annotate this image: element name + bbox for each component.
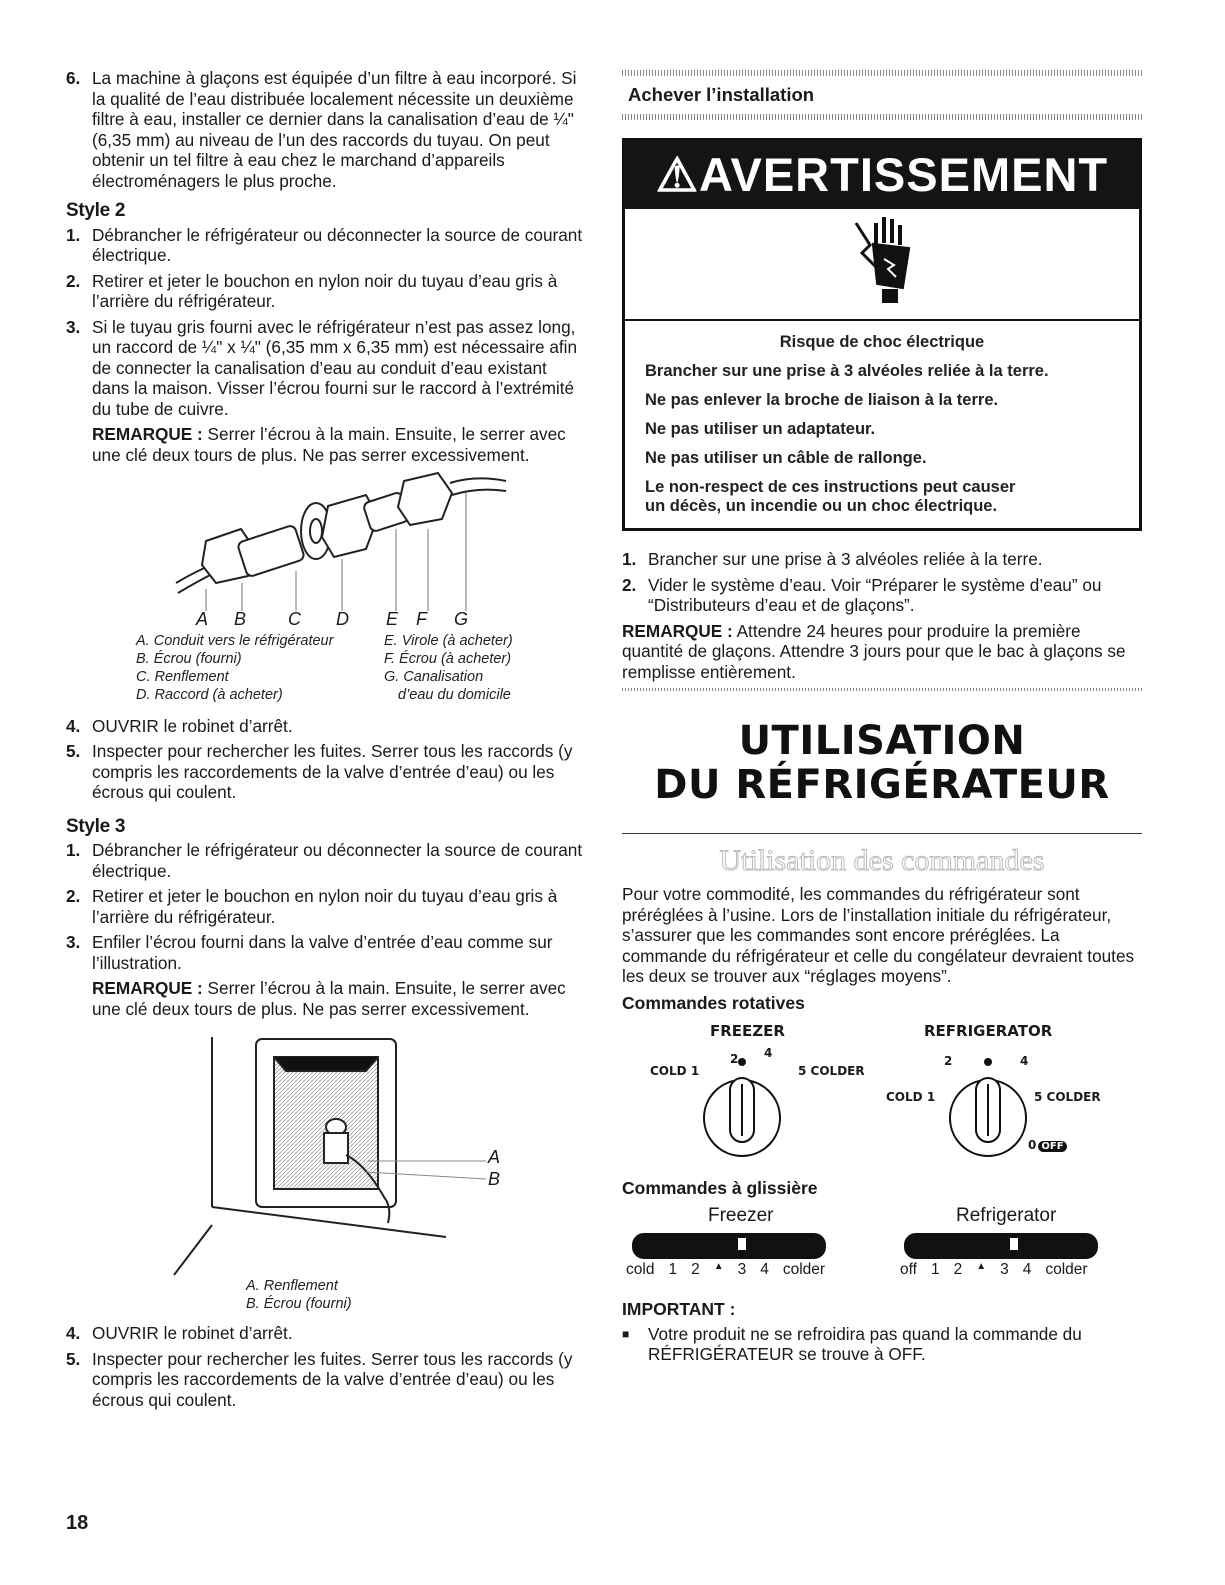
intro-paragraph: Pour votre commodité, les commandes du réfrigérateur sont préréglées à l’usine. Lors de l’installation initiale du réfrigérateur, s’assurer que les commandes sont encore préréglées. La commande du réfrigérateur et celle du congélateur devraient toutes les deux se trouver aux “réglages moyens”.: [622, 884, 1135, 986]
freezer-slider[interactable]: [632, 1233, 826, 1259]
list-item: 3. Si le tuyau gris fourni avec le réfrigérateur n’est pas assez long, un raccord de ¼" x ¼" (6,35 mm x 6,35 mm) est nécessaire afin de connecter la canalisation d’eau au conduit d’eau existant dans la maison. Visser l’écrou fourni sur le raccord à l’extrémité du tube de cuivre.: [66, 316, 578, 419]
slider-thumb[interactable]: [1010, 1238, 1018, 1250]
note: REMARQUE : Serrer l’écrou à la main. Ensuite, le serrer avec une clé deux tours de plus. Ne pas serrer excessivement.: [92, 978, 566, 1019]
valve-diagram: A B: [66, 1027, 586, 1277]
right-column: [622, 70, 1142, 1370]
freezer-knob-icon: [682, 1048, 802, 1168]
rotary-heading: Commandes rotatives: [622, 992, 805, 1013]
slider-controls: Freezer Refrigerator cold 1 2 ▲ 3 4 colder off 1 2 ▲ 3 4 colder: [622, 1199, 1142, 1289]
left-column: [66, 68, 586, 1415]
section-heading-style3: Style 3: [66, 815, 126, 837]
list-item: 1. Débrancher le réfrigérateur ou déconnecter la source de courant électrique.: [66, 224, 583, 265]
note: REMARQUE : Attendre 24 heures pour produire la première quantité de glaçons. Attendre 3 jours pour que le bac à glaçons se remplisse entièrement.: [622, 620, 1126, 682]
list-item: 4. OUVRIR le robinet d’arrêt.: [66, 1323, 293, 1343]
list-item: 4. OUVRIR le robinet d’arrêt.: [66, 715, 293, 736]
bullet-icon: ■: [622, 1326, 630, 1341]
list-item: ■ Votre produit ne se refroidira pas quand la commande du RÉFRIGÉRATEUR se trouve à OFF.: [622, 1323, 1082, 1364]
freezer-dial[interactable]: [682, 1048, 802, 1168]
section-subtitle: Utilisation des commandes: [719, 844, 1045, 877]
page-title: UTILISATION DU RÉFRIGÉRATEUR: [654, 718, 1110, 808]
off-badge: 0 OFF: [1028, 1138, 1067, 1152]
list-item: 5. Inspecter pour rechercher les fuites. Serrer tous les raccords (y compris les raccordements de la valve d’entrée d’eau) ou les écrous qui coulent.: [66, 1348, 573, 1410]
shock-hand-icon: [625, 209, 1139, 321]
list-item: 5. Inspecter pour rechercher les fuites. Serrer tous les raccords (y compris les raccordements de la valve d’entrée d’eau) ou les écrous qui coulent.: [66, 741, 573, 802]
figure-letters: A B C D E F G: [196, 609, 469, 629]
page-number: 18: [66, 1512, 89, 1534]
warning-body: Risque de choc électrique Brancher sur une prise à 3 alvéoles reliée à la terre. Ne pas enlever la broche de liaison à la terre. Ne pas utiliser un adaptateur. Ne pas utiliser un câble de rallonge. Le non-respect de ces instructions peut causer un décès, un incendie ou un choc électrique.: [645, 333, 1049, 515]
rotary-controls: FREEZER REFRIGERATOR 2 4 COLD 1 5 COLDER 2 4 COLD 1 5 COLDER 0 OFF: [622, 1014, 1142, 1174]
list-item: 3. Enfiler l’écrou fourni dans la valve d’entrée d’eau comme sur l’illustration.: [66, 932, 553, 973]
section-heading-style2: Style 2: [66, 200, 126, 221]
list-item: 2. Retirer et jeter le bouchon en nylon noir du tuyau d’eau gris à l’arrière du réfrigérateur.: [66, 886, 558, 927]
figure-captions: A. Renflement B. Écrou (fourni): [246, 1278, 352, 1312]
list-item: 2. Vider le système d’eau. Voir “Préparer le système d’eau” ou “Distributeurs d’eau et de glaçons”.: [622, 574, 1102, 615]
fridge-scale: off 1 2 ▲ 3 4 colder: [900, 1260, 1088, 1278]
section-heading-install: Achever l’installation: [628, 84, 815, 105]
fitting-diagram: [66, 471, 586, 613]
important-heading: IMPORTANT :: [622, 1298, 736, 1319]
list-item: 6. La machine à glaçons est équipée d’un filtre à eau incorporé. Si la qualité de l’eau distribuée localement nécessite un deuxième filtre à eau, installer ce dernier dans la canalisation d’eau de ¼" (6,35 mm) au niveau de l’un des raccords du tuyau. On peut obtenir un tel filtre à eau chez le marchand d’appareils électroménagers le plus proche.: [66, 68, 577, 191]
fridge-slider[interactable]: [904, 1233, 1098, 1259]
warning-triangle-icon: ⚠: [655, 148, 700, 201]
warning-box: [622, 138, 1142, 531]
slider-heading: Commandes à glissière: [622, 1177, 818, 1198]
list-item: 1. Débrancher le réfrigérateur ou déconnecter la source de courant électrique.: [66, 840, 583, 881]
slider-thumb[interactable]: [738, 1238, 746, 1250]
list-item: 1. Brancher sur une prise à 3 alvéoles reliée à la terre.: [622, 549, 1043, 569]
note: REMARQUE : Serrer l’écrou à la main. Ensuite, le serrer avec une clé deux tours de plus. Ne pas serrer excessivement.: [92, 424, 566, 465]
list-item: 2. Retirer et jeter le bouchon en nylon noir du tuyau d’eau gris à l’arrière du réfrigérateur.: [66, 270, 558, 311]
freezer-scale: cold 1 2 ▲ 3 4 colder: [626, 1260, 826, 1278]
warning-header: ⚠AVERTISSEMENT: [625, 141, 1139, 209]
figure-captions: A. Conduit vers le réfrigérateur B. Écrou (fourni) C. Renflement D. Raccord (à acheter) E. Virole (à acheter) F. Écrou (à acheter) G. Canalisation d’eau du domicile: [136, 632, 513, 703]
